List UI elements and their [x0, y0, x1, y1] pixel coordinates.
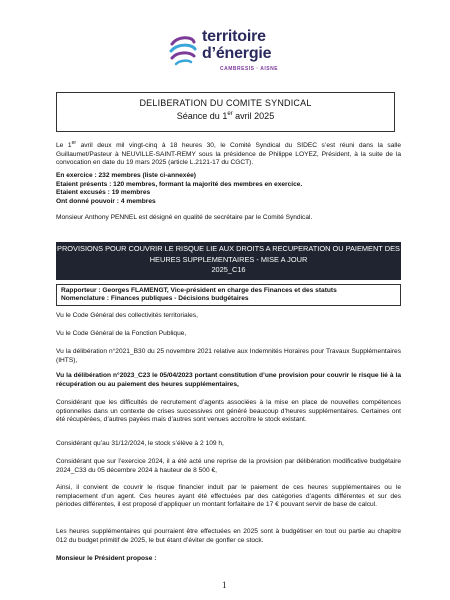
logo-text-line2: d’énergie — [202, 45, 272, 62]
secretary-line: Monsieur Anthony PENNEL est désigné en qualité de secrétaire par le Comité Syndical. — [56, 214, 313, 221]
subject-banner — [56, 242, 401, 280]
stat-excuses: Etaient excusés : 19 membres — [56, 189, 151, 197]
page-number: 1 — [222, 580, 227, 590]
intro-text-a: Le 1 — [56, 142, 72, 149]
energy-swirl-icon — [168, 34, 198, 68]
president-propose-text: Monsieur le Président propose : — [56, 555, 157, 562]
intro-paragraph — [56, 139, 401, 168]
vu-cgct: Vu le Code Général des collectivités territoriales, — [56, 312, 198, 319]
session-date-pre: Séance du 1 — [176, 111, 228, 121]
deliberation-title: DELIBERATION DU COMITE SYNDICAL — [139, 98, 312, 108]
considerant-stock: Considérant qu’au 31/12/2024, le stock s’élève à 2 109 h, — [56, 440, 224, 447]
subject-line2: HEURES SUPPLEMENTAIRES - MISE A JOUR — [149, 254, 308, 264]
session-date-sup: er — [227, 111, 233, 117]
president-propose — [56, 555, 401, 564]
intro-sup: er — [71, 139, 77, 146]
stat-pouvoir: Ont donné pouvoir : 4 membres — [56, 197, 156, 205]
subject-reference: 2025_C16 — [211, 265, 246, 274]
rapporteur-box — [56, 284, 401, 306]
vu-cgfp: Vu le Code Général de la Fonction Publique, — [56, 330, 187, 337]
vu-deliberation-2021: Vu la délibération n°2021_B30 du 25 novembre 2021 relative aux Indemnités Horaires pour Travaux Supplémentaires (IHTS), — [56, 348, 401, 364]
intro-text-b: avril deux mil vingt-cinq à 18 heures 30, le Comité Syndical du SIDEC s’est réuni dans la salle Guillaumet/Pasteur à NEUVILLE-SAINT-REMY sous la présidence de Philippe LOYEZ, Président, à la suite de la convocation en date du 19 mars 2025 (article L.2121-17 du CGCT). — [56, 142, 401, 167]
vu-deliberation-2023-text: Vu la délibération n°2023_C23 le 05/04/2023 portant constitution d’une provision pour couvrir le risque lié à la récupération ou au paiement des heures supplémentaires, — [56, 372, 401, 388]
nomenclature-line: Nomenclature : Finances publiques - Décisions budgétaires — [61, 295, 249, 303]
subject-line1: PROVISIONS POUR COUVRIR LE RISQUE LIE AUX DROITS A RECUPERATION OU PAIEMENT DES — [57, 244, 400, 253]
stat-presents: Etaient présents : 120 membres, formant la majorité des membres en exercice. — [56, 180, 303, 188]
heures-paragraph: Les heures supplémentaires qui pourraient être effectuées en 2025 sont à budgétiser en tout ou partie au chapitre 012 du budget primitif de 2025, le but étant d’éviter de gonfler ce stock. — [56, 528, 401, 544]
stat-exercice: En exercice : 232 membres (liste ci-annexée) — [56, 172, 197, 179]
session-date-post: avril 2025 — [232, 111, 275, 121]
vu-deliberation-2023 — [56, 372, 401, 389]
organization-logo — [168, 28, 298, 78]
considerant-reprise: Considérant que sur l’exercice 2024, il a été acté une reprise de la provision par délibération modificative budgétaire 2024_C33 du 05 décembre 2024 à hauteur de 8 500 €, — [56, 458, 401, 474]
attendance-stats — [56, 172, 401, 206]
logo-text-line3: CAMBRESIS · AISNE — [220, 66, 279, 72]
considerant-difficultes: Considérant que les difficultés de recrutement d’agents associées à la mise en place de nouvelles compétences optionnelles dans un contexte de crises successives ont généré beaucoup d’heures supplémentaires. Certaines ont été récupérées, d’autres payées mais d’autres sont venues accroître le stock existant. — [56, 399, 401, 424]
session-date — [57, 111, 394, 121]
logo-text-line1: territoire — [202, 28, 266, 45]
ainsi-paragraph: Ainsi, il convient de couvrir le risque financier induit par le paiement de ces heures supplémentaires ou le remplacement d’un agent. Ces heures ayant été effectuées par des catégories d’agents différentes et sur des périodes différentes, il est proposé d’appliquer un montant forfaitaire de 17 € pouvant servir de base de calcul. — [56, 484, 401, 509]
deliberation-title-box — [56, 92, 395, 132]
rapporteur-line: Rapporteur : Georges FLAMENGT, Vice-président en charge des Finances et des statuts — [61, 287, 337, 294]
